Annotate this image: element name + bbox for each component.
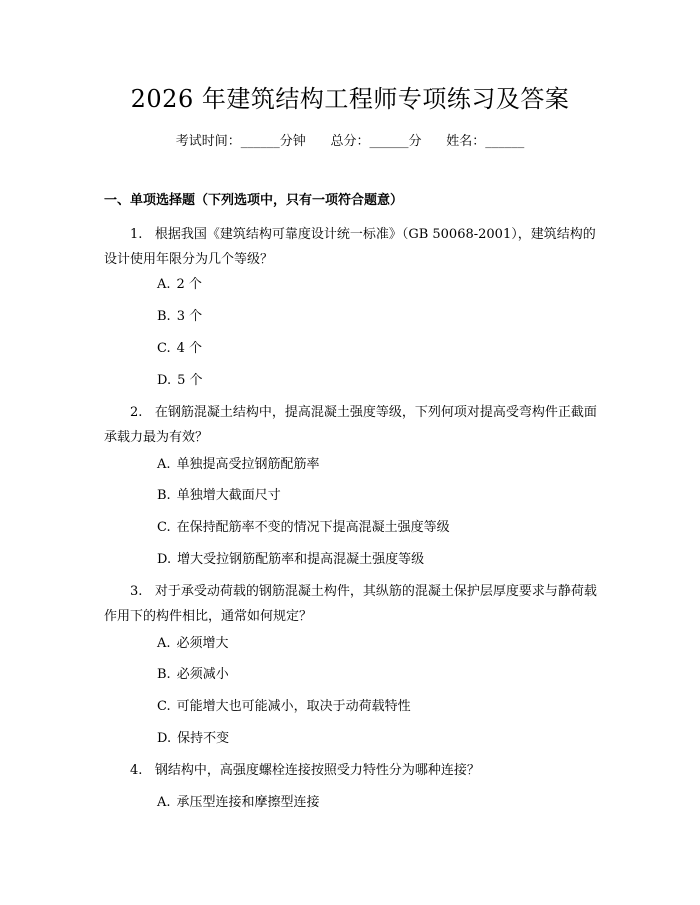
option-1b — [157, 308, 202, 326]
option-letter: B. — [157, 309, 171, 324]
option-letter: D. — [157, 731, 172, 746]
option-4a — [157, 794, 320, 812]
section-heading: 一、单项选择题（下列选项中，只有一项符合题意） — [104, 193, 404, 208]
question-text: 对于承受动荷载的钢筋混凝土构件，其纵筋的混凝土保护层厚度要求与静荷载作用下的构件相比，通常如何规定？ — [104, 584, 597, 624]
question-number: 3. — [130, 584, 143, 599]
question-4 — [104, 758, 600, 783]
option-letter: C. — [157, 699, 171, 714]
option-text: 3 个 — [176, 309, 203, 324]
question-number: 1. — [130, 227, 143, 242]
option-3a — [157, 635, 229, 653]
option-text: 保持不变 — [177, 731, 230, 746]
option-letter: D. — [157, 552, 172, 567]
option-3c — [157, 698, 411, 716]
option-1c — [157, 340, 202, 358]
option-text: 2 个 — [176, 277, 202, 292]
option-2d — [157, 551, 424, 569]
option-2b — [157, 487, 281, 505]
question-3 — [104, 579, 600, 629]
option-letter: A. — [157, 636, 171, 651]
question-text: 在钢筋混凝土结构中，提高混凝土强度等级，下列何项对提高受弯构件正截面承载力最为有效？ — [104, 405, 597, 445]
option-letter: B. — [157, 488, 171, 503]
option-text: 增大受拉钢筋配筋率和提高混凝土强度等级 — [177, 552, 425, 567]
question-2 — [104, 400, 600, 450]
option-letter: B. — [157, 667, 171, 682]
question-number: 4. — [130, 763, 143, 778]
option-1d — [157, 372, 203, 390]
question-text: 钢结构中，高强度螺栓连接按照受力特性分为哪种连接？ — [154, 763, 480, 778]
option-letter: D. — [157, 373, 172, 388]
option-text: 在保持配筋率不变的情况下提高混凝土强度等级 — [176, 520, 450, 535]
option-3b — [157, 666, 229, 684]
option-text: 必须减小 — [176, 667, 229, 682]
option-letter: C. — [157, 520, 171, 535]
option-text: 4 个 — [176, 341, 203, 356]
option-text: 承压型连接和摩擦型连接 — [176, 795, 320, 810]
option-2c — [157, 519, 450, 537]
option-3d — [157, 730, 229, 748]
question-1 — [104, 222, 600, 272]
option-1a — [157, 276, 202, 294]
option-letter: A. — [157, 795, 171, 810]
document-title: 2026 年建筑结构工程师专项练习及答案 — [130, 85, 570, 113]
option-2a — [157, 456, 320, 474]
option-text: 单独提高受拉钢筋配筋率 — [176, 457, 320, 472]
option-text: 可能增大也可能减小，取决于动荷载特性 — [176, 699, 411, 714]
option-letter: A. — [157, 277, 171, 292]
question-text: 根据我国《建筑结构可靠度设计统一标准》（GB 50068-2001），建筑结构的设计使用年限分为几个等级？ — [104, 227, 596, 267]
option-letter: C. — [157, 341, 171, 356]
option-text: 单独增大截面尺寸 — [176, 488, 281, 503]
option-text: 5 个 — [177, 373, 203, 388]
question-number: 2. — [130, 405, 143, 420]
exam-info-line: 考试时间：______分钟 总分：______分 姓名：______ — [175, 134, 525, 149]
option-letter: A. — [157, 457, 171, 472]
option-text: 必须增大 — [176, 636, 229, 651]
